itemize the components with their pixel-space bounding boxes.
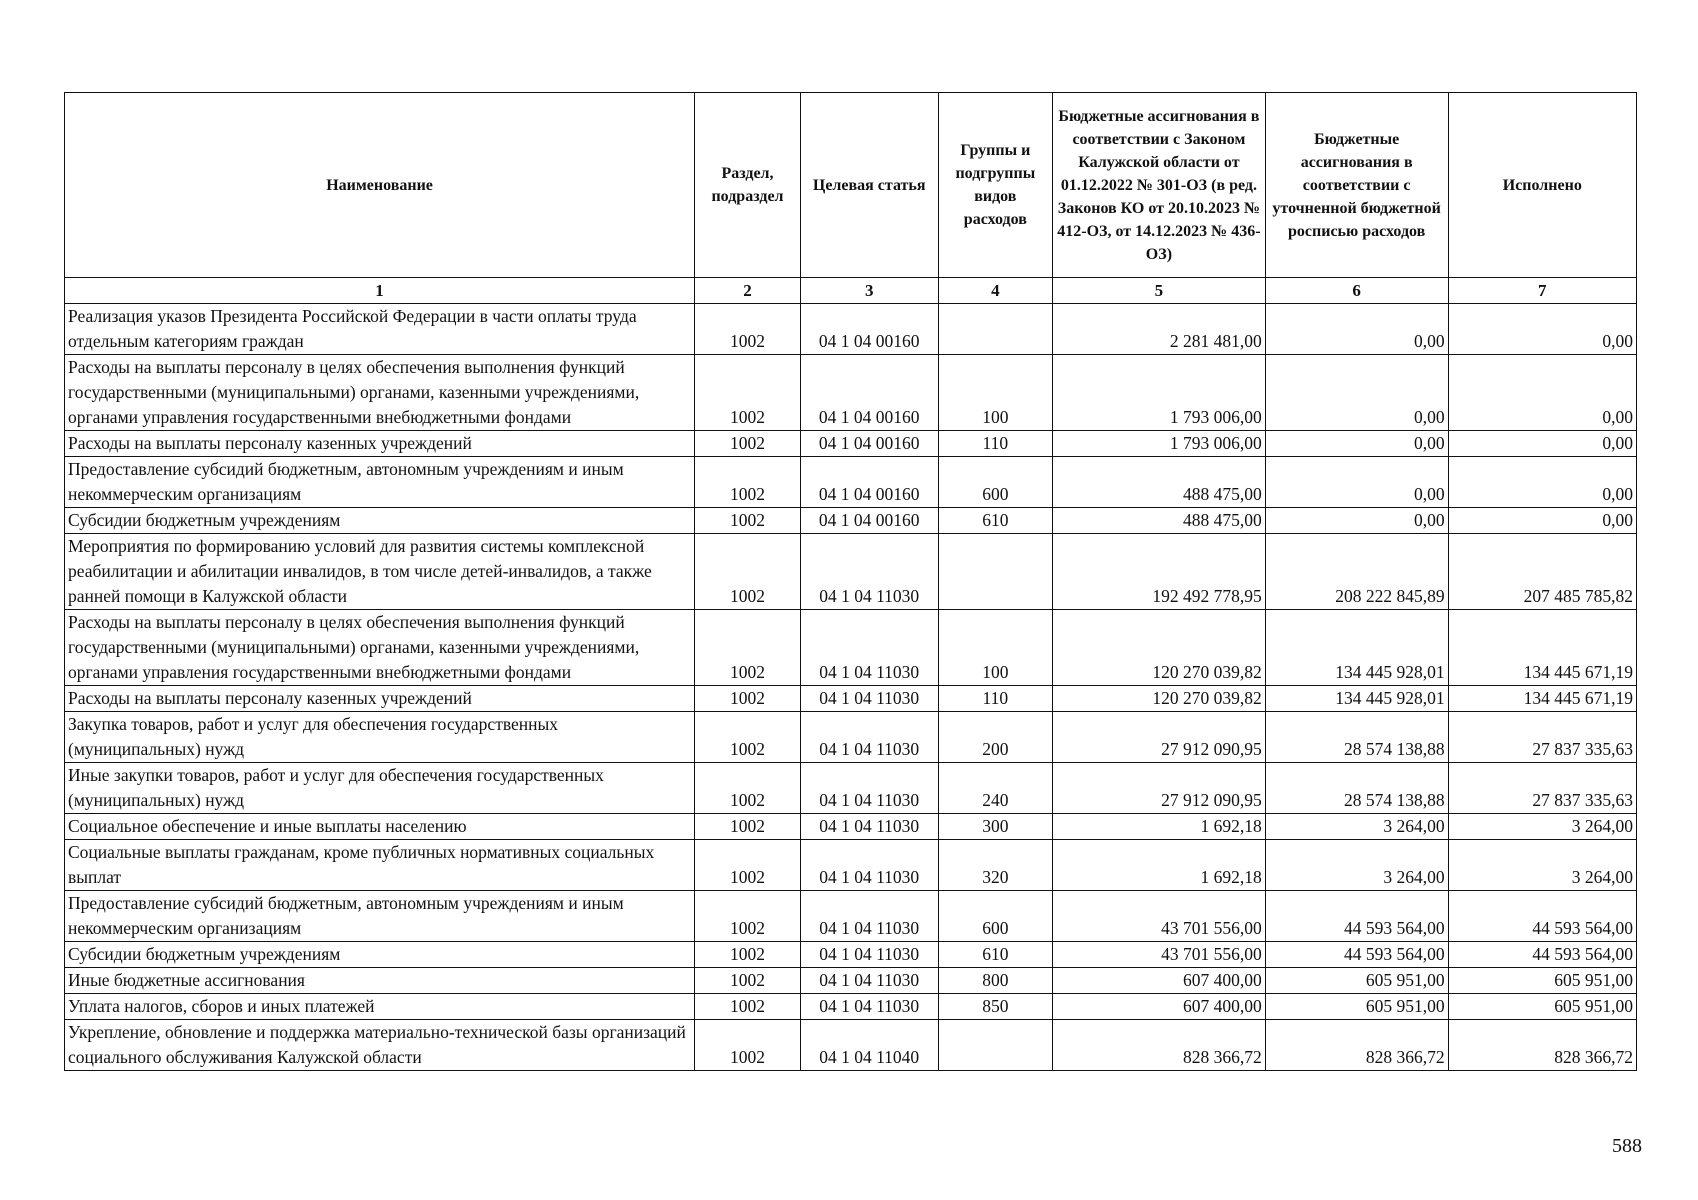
row-group-cell [938,1020,1053,1071]
row-section-cell: 1002 [695,304,801,355]
row-group-cell: 200 [938,712,1053,763]
row-executed-amount-cell: 0,00 [1448,508,1636,534]
page-number: 588 [1612,1135,1642,1157]
row-law-amount-cell: 2 281 481,00 [1053,304,1266,355]
row-name-cell: Субсидии бюджетным учреждениям [65,508,695,534]
row-section-cell: 1002 [695,994,801,1020]
row-section-cell: 1002 [695,534,801,610]
table-row [65,534,1637,610]
row-refined-amount-cell: 0,00 [1265,457,1448,508]
row-section-cell: 1002 [695,610,801,686]
row-group-cell: 320 [938,840,1053,891]
table-row [65,763,1637,814]
row-target-cell: 04 1 04 00160 [800,508,938,534]
row-refined-amount-cell: 828 366,72 [1265,1020,1448,1071]
row-group-cell [938,304,1053,355]
table-row [65,942,1637,968]
row-target-cell: 04 1 04 00160 [800,457,938,508]
budget-table [64,92,1637,1071]
row-name-cell: Субсидии бюджетным учреждениям [65,942,695,968]
row-law-amount-cell: 120 270 039,82 [1053,610,1266,686]
row-name-cell: Предоставление субсидий бюджетным, автономным учреждениям и иным некоммерческим организациям [65,457,695,508]
row-refined-amount-cell: 0,00 [1265,304,1448,355]
row-section-cell: 1002 [695,942,801,968]
row-name-cell: Расходы на выплаты персоналу в целях обеспечения выполнения функций государственными (муниципальными) органами, казенными учреждениями, органами управления государственными внебюджетными фондами [65,610,695,686]
table-row [65,610,1637,686]
row-refined-amount-cell: 605 951,00 [1265,994,1448,1020]
row-section-cell: 1002 [695,891,801,942]
header-target: Целевая статья [800,93,938,278]
table-row [65,891,1637,942]
table-row [65,1020,1637,1071]
row-section-cell: 1002 [695,814,801,840]
row-refined-amount-cell: 134 445 928,01 [1265,610,1448,686]
row-name-cell: Иные закупки товаров, работ и услуг для обеспечения государственных (муниципальных) нужд [65,763,695,814]
table-row [65,508,1637,534]
row-name-cell: Расходы на выплаты персоналу казенных учреждений [65,686,695,712]
row-target-cell: 04 1 04 11040 [800,1020,938,1071]
column-number: 7 [1448,278,1636,304]
row-refined-amount-cell: 605 951,00 [1265,968,1448,994]
column-number: 3 [800,278,938,304]
row-executed-amount-cell: 0,00 [1448,355,1636,431]
row-executed-amount-cell: 828 366,72 [1448,1020,1636,1071]
column-number: 5 [1053,278,1266,304]
row-target-cell: 04 1 04 00160 [800,355,938,431]
table-row [65,457,1637,508]
row-target-cell: 04 1 04 11030 [800,942,938,968]
row-refined-amount-cell: 28 574 138,88 [1265,712,1448,763]
table-row [65,814,1637,840]
row-name-cell: Реализация указов Президента Российской Федерации в части оплаты труда отдельным категориям граждан [65,304,695,355]
header-section: Раздел, подраздел [695,93,801,278]
row-law-amount-cell: 192 492 778,95 [1053,534,1266,610]
table-row [65,304,1637,355]
row-group-cell [938,534,1053,610]
column-number: 2 [695,278,801,304]
row-refined-amount-cell: 44 593 564,00 [1265,891,1448,942]
row-executed-amount-cell: 134 445 671,19 [1448,610,1636,686]
row-name-cell: Иные бюджетные ассигнования [65,968,695,994]
table-row [65,994,1637,1020]
row-law-amount-cell: 43 701 556,00 [1053,891,1266,942]
row-section-cell: 1002 [695,686,801,712]
row-target-cell: 04 1 04 00160 [800,431,938,457]
row-law-amount-cell: 120 270 039,82 [1053,686,1266,712]
row-target-cell: 04 1 04 11030 [800,712,938,763]
row-group-cell: 600 [938,891,1053,942]
row-executed-amount-cell: 44 593 564,00 [1448,942,1636,968]
row-executed-amount-cell: 27 837 335,63 [1448,763,1636,814]
column-number-row [65,278,1637,304]
row-law-amount-cell: 27 912 090,95 [1053,712,1266,763]
row-section-cell: 1002 [695,763,801,814]
row-target-cell: 04 1 04 11030 [800,814,938,840]
row-executed-amount-cell: 207 485 785,82 [1448,534,1636,610]
row-refined-amount-cell: 134 445 928,01 [1265,686,1448,712]
table-row [65,431,1637,457]
row-group-cell: 100 [938,610,1053,686]
header-row [65,93,1637,278]
row-refined-amount-cell: 44 593 564,00 [1265,942,1448,968]
row-executed-amount-cell: 44 593 564,00 [1448,891,1636,942]
row-group-cell: 100 [938,355,1053,431]
row-target-cell: 04 1 04 11030 [800,610,938,686]
row-law-amount-cell: 488 475,00 [1053,457,1266,508]
row-executed-amount-cell: 0,00 [1448,431,1636,457]
row-group-cell: 610 [938,508,1053,534]
table-row [65,712,1637,763]
row-group-cell: 610 [938,942,1053,968]
row-law-amount-cell: 828 366,72 [1053,1020,1266,1071]
row-executed-amount-cell: 27 837 335,63 [1448,712,1636,763]
table-row [65,968,1637,994]
column-number: 6 [1265,278,1448,304]
row-target-cell: 04 1 04 11030 [800,840,938,891]
row-law-amount-cell: 1 793 006,00 [1053,431,1266,457]
table-row [65,355,1637,431]
row-law-amount-cell: 27 912 090,95 [1053,763,1266,814]
row-executed-amount-cell: 0,00 [1448,304,1636,355]
row-group-cell: 800 [938,968,1053,994]
row-refined-amount-cell: 0,00 [1265,508,1448,534]
row-executed-amount-cell: 605 951,00 [1448,968,1636,994]
row-target-cell: 04 1 04 11030 [800,763,938,814]
row-section-cell: 1002 [695,508,801,534]
row-name-cell: Мероприятия по формированию условий для развития системы комплексной реабилитации и абилитации инвалидов, в том числе детей-инвалидов, а также ранней помощи в Калужской области [65,534,695,610]
row-refined-amount-cell: 208 222 845,89 [1265,534,1448,610]
header-executed: Исполнено [1448,93,1636,278]
row-name-cell: Уплата налогов, сборов и иных платежей [65,994,695,1020]
row-refined-amount-cell: 3 264,00 [1265,840,1448,891]
header-groups: Группы и подгруппы видов расходов [938,93,1053,278]
row-name-cell: Социальное обеспечение и иные выплаты населению [65,814,695,840]
row-section-cell: 1002 [695,712,801,763]
row-target-cell: 04 1 04 00160 [800,304,938,355]
row-name-cell: Расходы на выплаты персоналу казенных учреждений [65,431,695,457]
row-section-cell: 1002 [695,968,801,994]
header-refined-allocations: Бюджетные ассигнования в соответствии с уточненной бюджетной росписью расходов [1265,93,1448,278]
row-executed-amount-cell: 3 264,00 [1448,814,1636,840]
row-group-cell: 300 [938,814,1053,840]
row-group-cell: 110 [938,686,1053,712]
row-law-amount-cell: 607 400,00 [1053,994,1266,1020]
row-law-amount-cell: 1 692,18 [1053,840,1266,891]
row-target-cell: 04 1 04 11030 [800,891,938,942]
row-name-cell: Предоставление субсидий бюджетным, автономным учреждениям и иным некоммерческим организациям [65,891,695,942]
row-section-cell: 1002 [695,431,801,457]
row-refined-amount-cell: 0,00 [1265,355,1448,431]
row-law-amount-cell: 488 475,00 [1053,508,1266,534]
row-section-cell: 1002 [695,355,801,431]
row-executed-amount-cell: 134 445 671,19 [1448,686,1636,712]
row-group-cell: 110 [938,431,1053,457]
row-name-cell: Закупка товаров, работ и услуг для обеспечения государственных (муниципальных) нужд [65,712,695,763]
table-row [65,686,1637,712]
row-law-amount-cell: 1 692,18 [1053,814,1266,840]
row-group-cell: 600 [938,457,1053,508]
row-refined-amount-cell: 3 264,00 [1265,814,1448,840]
row-target-cell: 04 1 04 11030 [800,968,938,994]
row-name-cell: Укрепление, обновление и поддержка материально-технической базы организаций социального обслуживания Калужской области [65,1020,695,1071]
row-name-cell: Социальные выплаты гражданам, кроме публичных нормативных социальных выплат [65,840,695,891]
header-law-allocations: Бюджетные ассигнования в соответствии с Законом Калужской области от 01.12.2022 № 301-ОЗ (в ред. Законов КО от 20.10.2023 № 412-ОЗ, от 14.12.2023 № 436-ОЗ) [1053,93,1266,278]
row-section-cell: 1002 [695,1020,801,1071]
row-target-cell: 04 1 04 11030 [800,534,938,610]
row-law-amount-cell: 1 793 006,00 [1053,355,1266,431]
row-target-cell: 04 1 04 11030 [800,686,938,712]
row-section-cell: 1002 [695,840,801,891]
table-body [65,304,1637,1071]
header-name: Наименование [65,93,695,278]
row-executed-amount-cell: 0,00 [1448,457,1636,508]
row-group-cell: 850 [938,994,1053,1020]
row-refined-amount-cell: 0,00 [1265,431,1448,457]
row-target-cell: 04 1 04 11030 [800,994,938,1020]
row-law-amount-cell: 607 400,00 [1053,968,1266,994]
row-section-cell: 1002 [695,457,801,508]
row-executed-amount-cell: 3 264,00 [1448,840,1636,891]
row-name-cell: Расходы на выплаты персоналу в целях обеспечения выполнения функций государственными (муниципальными) органами, казенными учреждениями, органами управления государственными внебюджетными фондами [65,355,695,431]
column-number: 1 [65,278,695,304]
row-refined-amount-cell: 28 574 138,88 [1265,763,1448,814]
row-group-cell: 240 [938,763,1053,814]
table-row [65,840,1637,891]
row-law-amount-cell: 43 701 556,00 [1053,942,1266,968]
row-executed-amount-cell: 605 951,00 [1448,994,1636,1020]
column-number: 4 [938,278,1053,304]
